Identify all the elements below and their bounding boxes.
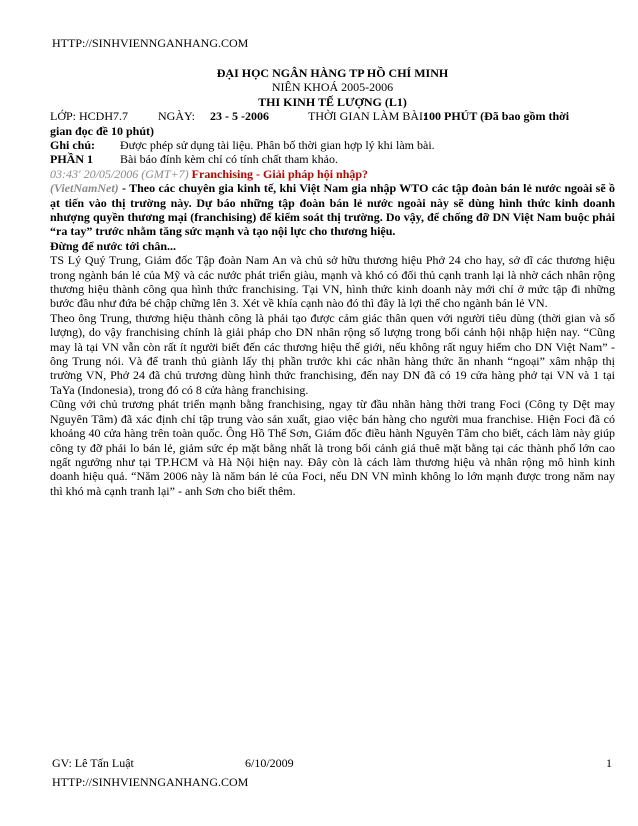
note-row	[50, 138, 615, 152]
note-label: Ghi chú:	[50, 138, 96, 153]
header-url: HTTP://SINHVIENNGANHANG.COM	[52, 36, 249, 50]
article-timestamp: 03:43' 20/05/2006 (GMT+7)	[50, 166, 189, 181]
time-label: THỜI GIAN LÀM BÀI:	[308, 109, 427, 124]
article-lead	[50, 181, 615, 239]
article-headline: Franchising - Giải pháp hội nhập?	[191, 166, 369, 181]
part-text: Bài báo đính kèm chỉ có tính chất tham khảo.	[120, 152, 338, 167]
part-row	[50, 152, 615, 166]
time-value: 100 PHÚT (Đã bao gồm thời	[423, 109, 570, 124]
article-lead-text: - Theo các chuyên gia kinh tế, khi Việt Nam gia nhập WTO các tập đoàn bán lẻ nước ngoài sẽ ồ ạt tiến vào thị trường này. Dự báo những tập đoàn bán lẻ nước ngoài này sẽ dùng hình thức kinh doanh nhượng quyền thương mại (franchising) để kiểm soát thị trường. Do vậy, để chống đỡ DN Việt Nam buộc phải “ra tay” trước nhằm tăng sức mạnh và tạo nội lực cho thương hiệu.	[50, 181, 615, 239]
article-subhead: Đừng để nước tới chân...	[50, 238, 177, 253]
footer-author: GV: Lê Tấn Luật	[52, 756, 134, 770]
footer-url: HTTP://SINHVIENNGANHANG.COM	[52, 775, 249, 789]
exam-meta-row	[50, 109, 615, 123]
article-source: (VietNamNet)	[50, 181, 119, 196]
part-label: PHẦN 1	[50, 152, 93, 167]
university-title: ĐẠI HỌC NGÂN HÀNG TP HỒ CHÍ MINH	[216, 66, 449, 80]
exam-title: THI KINH TẾ LƯỢNG (L1)	[258, 94, 407, 109]
time-value-continued: gian đọc đề 10 phút)	[50, 123, 155, 138]
academic-year: NIÊN KHOÁ 2005-2006	[271, 80, 394, 95]
article-paragraph-2: Theo ông Trung, thương hiệu thành công là phải tạo được cảm giác thân quen với người tiêu dùng (thời gian và số lượng), do vậy franchising chính là giải pháp cho DN nhân rộng số lượng trong bối cảnh hội nhập hiện nay. “Cũng may là tại VN vẫn còn rất ít người biết đến các thương hiệu thế giới, nếu không rất nguy hiểm cho DN Việt Nam” - ông Trung nói. Và để tranh thủ giành lấy thị phần trước khi các nhãn hàng thức ăn nhanh “ngoại” xâm nhập thị trường VN, Phở 24 đã chủ trương dùng hình thức franchising, đến nay DN đã có 19 cửa hàng phở tại VN và 1 tại TaYa (Indonesia), trong đó có 8 cửa hàng franchising.	[50, 310, 615, 397]
footer-date: 6/10/2009	[245, 756, 294, 770]
article-paragraph-1: TS Lý Quý Trung, Giám đốc Tập đoàn Nam An và chủ sở hữu thương hiệu Phở 24 cho hay, sở dĩ các thương hiệu trong ngành bán lẻ của Mỹ và các nước phát triển giàu, mạnh và khó có đối thủ cạnh tranh lại là nhờ cách nhân rộng thương hiệu thành công qua hình thức franchising. Tại VN, hình thức kinh doanh này mới chỉ ở mức tập đi những bước đầu như đứa bé chập chững lên 3. Xét về khía cạnh nào đó thì đây là lợi thế cho ngành bán lẻ VN.	[50, 253, 615, 311]
page-number: 1	[606, 756, 612, 770]
article-dateline	[50, 167, 615, 181]
date-value: 23 - 5 -2006	[210, 109, 269, 124]
document-body	[50, 66, 615, 498]
date-label: NGÀY:	[158, 109, 195, 124]
article-paragraph-3: Cũng với chủ trương phát triển mạnh bằng franchising, ngay từ đầu nhãn hàng thời trang Foci (Công ty Dệt may Nguyên Tâm) đã xác định chỉ tập trung vào sản xuất, giao việc bán hàng cho người mua franchise. Hiện Foci đã có khoảng 40 cửa hàng trên toàn quốc. Ông Hồ Thế Sơn, Giám đốc điều hành Nguyên Tâm cho biết, cách làm này giúp công ty đỡ phải lo bán lẻ, giảm sức ép mặt bằng nhất là trong bối cảnh giá thuê mặt bằng tại các thành phố lớn cao ngất ngưởng như tại TP.HCM và Hà Nội hiện nay. Đây còn là cách làm thương hiệu và nhân rộng mô hình kinh doanh hiệu quả. “Năm 2006 này là năm bán lẻ của Foci, nếu DN VN mình không lo lớn mạnh được trong năm nay thì khó mà cạnh tranh lại” - anh Sơn cho biết thêm.	[50, 397, 615, 498]
note-text: Được phép sử dụng tài liệu. Phân bố thời gian hợp lý khi làm bài.	[120, 138, 435, 153]
class-label: LỚP: HCDH7.7	[50, 109, 129, 124]
